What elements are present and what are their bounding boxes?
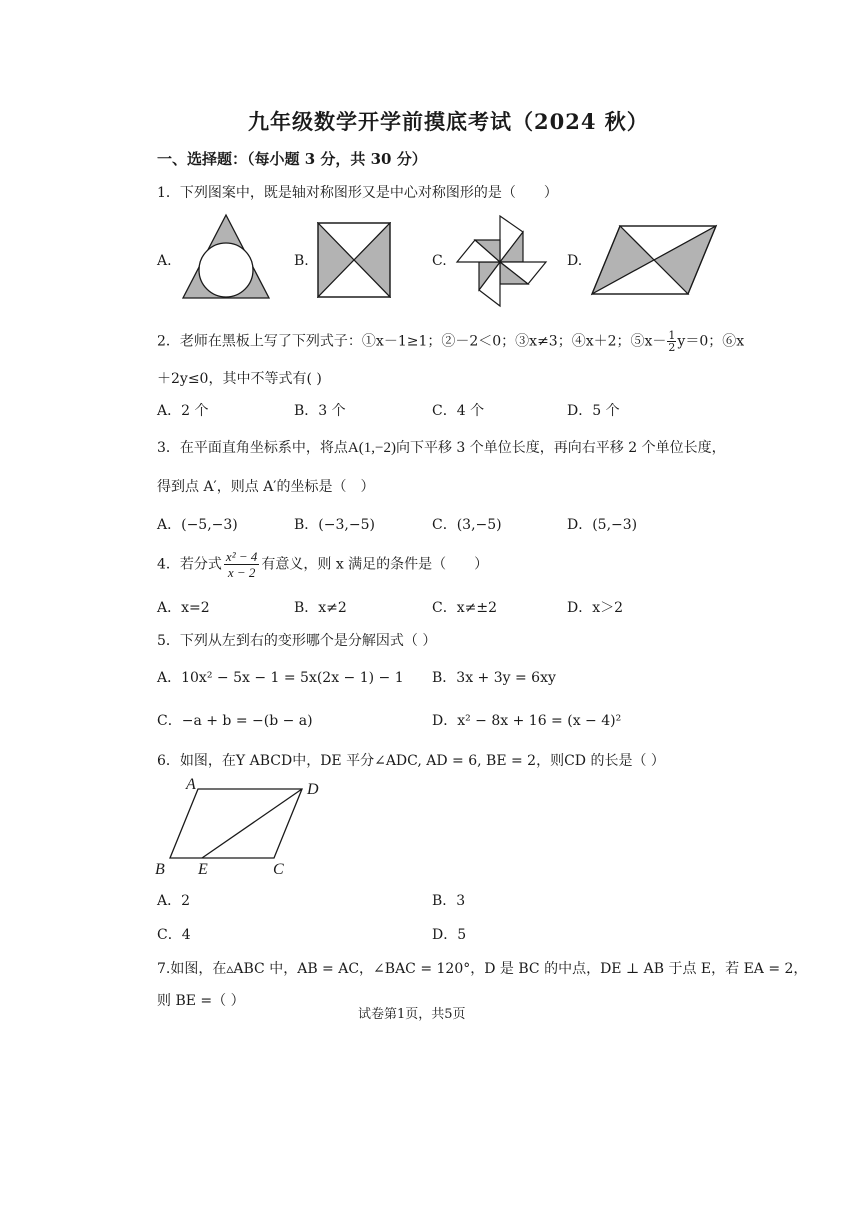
question-3-line-1: [157, 437, 726, 457]
q3-point: A(1,−2): [347, 440, 396, 456]
q3-text-b: 向下平移 3 个单位长度，再向右平移 2 个单位长度，: [395, 440, 726, 456]
q2-frac-den: 2: [668, 341, 676, 354]
q2-text-a: 2．老师在黑板上写了下列式子：①: [157, 333, 376, 350]
q3-text-a: 3．在平面直角坐标系中，将点: [157, 440, 348, 456]
q2-option-d: D．5 个: [567, 403, 620, 419]
q5-option-c: C．−a + b = −(b − a): [157, 713, 313, 729]
question-2-line-1: [157, 330, 744, 353]
q6-option-b: B．3: [432, 893, 466, 909]
q6-option-d: D．5: [432, 927, 467, 943]
q1-option-d-label: D.: [567, 253, 583, 269]
q2-option-c: C．4 个: [432, 403, 485, 419]
q4-text-pre: 4．若分式: [157, 556, 222, 573]
q1-option-c-label: C.: [432, 253, 447, 269]
q6-point-label: A: [186, 776, 196, 793]
q1-option-a-figure: [180, 212, 272, 302]
section-heading: 一、选择题：（每小题 3 分，共 30 分）: [157, 150, 427, 168]
q2-text-b: x－1≥1；②－2＜0；③x≠3；④x＋2；⑤x－: [375, 333, 667, 350]
q6-point-label: D: [307, 781, 319, 798]
q6-option-a: A．2: [157, 893, 191, 909]
q3-option-b: B．(−3,−5): [294, 517, 375, 533]
question-5-stem: 5．下列从左到右的变形哪个是分解因式（ ）: [157, 633, 437, 649]
q6-point-label: E: [198, 861, 208, 878]
q4-frac-den: x − 2: [227, 565, 256, 580]
page-footer: 试卷第1页，共5页: [358, 1007, 466, 1022]
q6-parallelogram-figure: [150, 774, 330, 878]
question-7-line-2: 则 BE =（ ）: [157, 993, 245, 1009]
q2-option-a: A．2 个: [157, 403, 209, 419]
page-title: 九年级数学开学前摸底考试（2024 秋）: [248, 109, 649, 134]
q2-text-c: y＝0；⑥x: [677, 333, 745, 350]
q1-option-b-figure: [317, 222, 391, 298]
q4-fraction: [224, 549, 259, 580]
q4-option-d: D．x＞2: [567, 600, 624, 616]
q4-text-post: 有意义，则 x 满足的条件是（ ）: [261, 556, 489, 573]
q3-option-a: A．(−5,−3): [157, 517, 238, 533]
q2-fraction: [667, 330, 676, 353]
question-7-line-1: 7.如图，在▵ABC 中，AB = AC，∠BAC = 120°，D 是 BC 的中点，DE ⊥ AB 于点 E，若 EA = 2，: [157, 961, 808, 977]
q1-option-d-figure: [590, 224, 718, 296]
q2-frac-num: 1: [668, 329, 676, 342]
question-4-stem: [157, 549, 488, 580]
question-2-line-2: ＋2y≤0，其中不等式有( ): [157, 371, 322, 387]
q4-frac-num: x² − 4: [225, 549, 258, 564]
q5-option-a: A．10x² − 5x − 1 = 5x(2x − 1) − 1: [157, 670, 404, 686]
question-1-stem: 1．下列图案中，既是轴对称图形又是中心对称图形的是（ ）: [157, 185, 558, 201]
q2-option-b: B．3 个: [294, 403, 346, 419]
q6-point-label: B: [155, 861, 165, 878]
q6-point-label: C: [273, 861, 284, 878]
q4-option-a: A．x=2: [157, 600, 210, 616]
q4-option-b: B．x≠2: [294, 600, 347, 616]
q4-option-c: C．x≠±2: [432, 600, 497, 616]
q1-option-b-label: B.: [294, 253, 309, 269]
q5-option-b: B．3x + 3y = 6xy: [432, 670, 556, 686]
question-6-stem: 6．如图，在Y ABCD中，DE 平分∠ADC, AD = 6, BE = 2，则CD 的长是（ ）: [157, 753, 665, 769]
q6-option-c: C．4: [157, 927, 191, 943]
q5-option-d: D．x² − 8x + 16 = (x − 4)²: [432, 713, 622, 729]
q3-option-d: D．(5,−3): [567, 517, 638, 533]
question-3-line-2: 得到点 A′，则点 A′的坐标是（ ）: [157, 479, 375, 495]
q3-option-c: C．(3,−5): [432, 517, 502, 533]
q1-option-a-label: A.: [157, 253, 172, 269]
q1-option-c-figure: [455, 212, 549, 310]
